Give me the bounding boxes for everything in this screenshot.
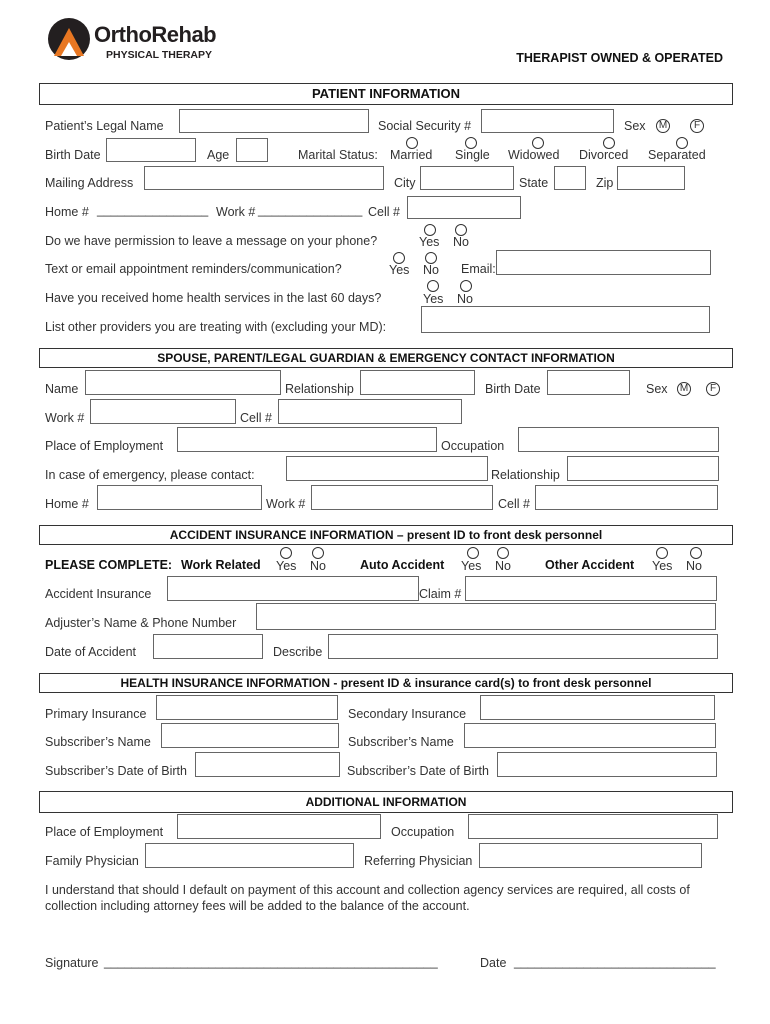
section-additional-information: ADDITIONAL INFORMATION: [39, 791, 733, 813]
spouse-birth-date-label: Birth Date: [485, 382, 541, 396]
spouse-sex-m-option[interactable]: M: [677, 382, 691, 396]
emergency-home-field[interactable]: [97, 485, 262, 510]
emergency-home-label: Home #: [45, 497, 89, 511]
work-related-yes-label: Yes: [276, 559, 297, 573]
work-related-no-radio[interactable]: [312, 547, 324, 559]
ssn-label: Social Security #: [378, 119, 472, 133]
work-phone-line[interactable]: _______________: [258, 203, 363, 217]
spouse-relationship-label: Relationship: [285, 382, 354, 396]
spouse-name-label: Name: [45, 382, 79, 396]
divorced-label: Divorced: [579, 148, 629, 162]
separated-label: Separated: [648, 148, 706, 162]
work-phone-label: Work #: [216, 205, 256, 219]
legal-name-label: Patient’s Legal Name: [45, 119, 164, 133]
primary-subscriber-dob-field[interactable]: [195, 752, 340, 777]
email-field[interactable]: [496, 250, 711, 275]
family-physician-field[interactable]: [145, 843, 354, 868]
secondary-subscriber-name-label: Subscriber’s Name: [348, 735, 454, 749]
secondary-subscriber-dob-label: Subscriber’s Date of Birth: [347, 764, 489, 778]
zip-field[interactable]: [617, 166, 685, 190]
home-health-no-label: No: [457, 292, 473, 306]
please-complete-label: PLEASE COMPLETE:: [45, 558, 173, 572]
accident-date-label: Date of Accident: [45, 645, 137, 659]
other-accident-no-radio[interactable]: [690, 547, 702, 559]
birth-date-field[interactable]: [106, 138, 196, 162]
tagline: THERAPIST OWNED & OPERATED: [516, 51, 723, 65]
additional-employment-field[interactable]: [177, 814, 381, 839]
spouse-name-field[interactable]: [85, 370, 281, 395]
spouse-occupation-field[interactable]: [518, 427, 719, 452]
spouse-cell-field[interactable]: [278, 399, 462, 424]
secondary-insurance-field[interactable]: [480, 695, 715, 720]
home-health-yes-label: Yes: [423, 292, 444, 306]
spouse-cell-label: Cell #: [240, 411, 272, 425]
permission-yes-label: Yes: [419, 235, 440, 249]
permission-question: Do we have permission to leave a message on your phone?: [45, 234, 378, 248]
work-related-yes-radio[interactable]: [280, 547, 292, 559]
additional-occupation-label: Occupation: [391, 825, 455, 839]
permission-no-label: No: [453, 235, 469, 249]
describe-label: Describe: [273, 645, 323, 659]
accident-insurance-field[interactable]: [167, 576, 419, 601]
work-related-no-label: No: [310, 559, 326, 573]
emergency-cell-field[interactable]: [535, 485, 718, 510]
referring-physician-field[interactable]: [479, 843, 702, 868]
spouse-sex-f-option[interactable]: F: [706, 382, 720, 396]
date-label: Date: [480, 956, 507, 970]
claim-label: Claim #: [419, 587, 462, 601]
sex-m-option[interactable]: M: [656, 119, 670, 133]
home-health-yes-radio[interactable]: [427, 280, 439, 292]
spouse-employment-field[interactable]: [177, 427, 437, 452]
age-field[interactable]: [236, 138, 268, 162]
legal-name-field[interactable]: [179, 109, 369, 133]
logo-subtitle: PHYSICAL THERAPY: [106, 49, 212, 61]
ssn-field[interactable]: [481, 109, 614, 133]
payment-notice: I understand that should I default on payment of this account and collection agency services are required, all costs of collection including attorney fees will be added to the balance of the account.: [45, 883, 690, 913]
home-phone-label: Home #: [45, 205, 89, 219]
cell-phone-label: Cell #: [368, 205, 400, 219]
spouse-work-label: Work #: [45, 411, 85, 425]
signature-line[interactable]: ________________________________________________: [104, 955, 438, 969]
other-accident-no-label: No: [686, 559, 702, 573]
accident-date-field[interactable]: [153, 634, 263, 659]
zip-label: Zip: [596, 176, 614, 190]
home-health-question: Have you received home health services in the last 60 days?: [45, 291, 382, 305]
birth-date-label: Birth Date: [45, 148, 101, 162]
section-patient-information: PATIENT INFORMATION: [39, 83, 733, 105]
spouse-sex-label: Sex: [646, 382, 668, 396]
date-line[interactable]: _____________________________: [514, 955, 716, 969]
city-field[interactable]: [420, 166, 514, 190]
family-physician-label: Family Physician: [45, 854, 139, 868]
emergency-work-label: Work #: [266, 497, 306, 511]
mailing-address-label: Mailing Address: [45, 176, 134, 190]
other-providers-label: List other providers you are treating with (excluding your MD):: [45, 320, 387, 334]
additional-occupation-field[interactable]: [468, 814, 718, 839]
single-label: Single: [455, 148, 490, 162]
text-no-label: No: [423, 263, 439, 277]
primary-subscriber-name-label: Subscriber’s Name: [45, 735, 151, 749]
adjuster-field[interactable]: [256, 603, 716, 630]
marital-status-label: Marital Status:: [298, 148, 378, 162]
spouse-relationship-field[interactable]: [360, 370, 475, 395]
text-reminders-question: Text or email appointment reminders/communication?: [45, 262, 342, 276]
emergency-contact-label: In case of emergency, please contact:: [45, 468, 255, 482]
state-field[interactable]: [554, 166, 586, 190]
auto-accident-no-label: No: [495, 559, 511, 573]
emergency-cell-label: Cell #: [498, 497, 530, 511]
secondary-subscriber-dob-field[interactable]: [497, 752, 717, 777]
emergency-work-field[interactable]: [311, 485, 493, 510]
describe-field[interactable]: [328, 634, 718, 659]
secondary-insurance-label: Secondary Insurance: [348, 707, 467, 721]
state-label: State: [519, 176, 549, 190]
accident-insurance-label: Accident Insurance: [45, 587, 152, 601]
logo-text: OrthoRehab: [94, 22, 217, 47]
adjuster-label: Adjuster’s Name & Phone Number: [45, 616, 237, 630]
auto-accident-label: Auto Accident: [360, 558, 445, 572]
section-health-insurance: HEALTH INSURANCE INFORMATION - present ID & insurance card(s) to front desk personnel: [39, 673, 733, 693]
other-accident-yes-radio[interactable]: [656, 547, 668, 559]
mailing-address-field[interactable]: [144, 166, 384, 190]
city-label: City: [394, 176, 416, 190]
other-providers-field[interactable]: [421, 306, 710, 333]
section-accident-insurance: ACCIDENT INSURANCE INFORMATION – present ID to front desk personnel: [39, 525, 733, 545]
referring-physician-label: Referring Physician: [364, 854, 473, 868]
auto-accident-yes-label: Yes: [461, 559, 482, 573]
signature-label: Signature: [45, 956, 99, 970]
emergency-relationship-label: Relationship: [491, 468, 560, 482]
work-related-label: Work Related: [181, 558, 261, 572]
emergency-contact-field[interactable]: [286, 456, 488, 481]
claim-field[interactable]: [465, 576, 717, 601]
section-spouse-guardian: SPOUSE, PARENT/LEGAL GUARDIAN & EMERGENCY CONTACT INFORMATION: [39, 348, 733, 368]
spouse-occupation-label: Occupation: [441, 439, 505, 453]
married-label: Married: [390, 148, 433, 162]
logo-mark-icon: [46, 16, 92, 62]
primary-insurance-label: Primary Insurance: [45, 707, 147, 721]
widowed-label: Widowed: [508, 148, 560, 162]
cell-phone-field[interactable]: [407, 196, 521, 219]
age-label: Age: [207, 148, 230, 162]
spouse-birth-date-field[interactable]: [547, 370, 630, 395]
home-health-no-radio[interactable]: [460, 280, 472, 292]
additional-employment-label: Place of Employment: [45, 825, 164, 839]
text-yes-label: Yes: [389, 263, 410, 277]
primary-subscriber-name-field[interactable]: [161, 723, 339, 748]
auto-accident-yes-radio[interactable]: [467, 547, 479, 559]
other-accident-yes-label: Yes: [652, 559, 673, 573]
sex-label: Sex: [624, 119, 646, 133]
primary-insurance-field[interactable]: [156, 695, 338, 720]
spouse-work-field[interactable]: [90, 399, 236, 424]
email-label: Email:: [461, 262, 496, 276]
emergency-relationship-field[interactable]: [567, 456, 719, 481]
other-accident-label: Other Accident: [545, 558, 635, 572]
auto-accident-no-radio[interactable]: [497, 547, 509, 559]
primary-subscriber-dob-label: Subscriber’s Date of Birth: [45, 764, 187, 778]
spouse-employment-label: Place of Employment: [45, 439, 164, 453]
sex-f-option[interactable]: F: [690, 119, 704, 133]
secondary-subscriber-name-field[interactable]: [464, 723, 716, 748]
logo: [46, 16, 246, 66]
home-phone-line[interactable]: ________________: [97, 203, 209, 217]
